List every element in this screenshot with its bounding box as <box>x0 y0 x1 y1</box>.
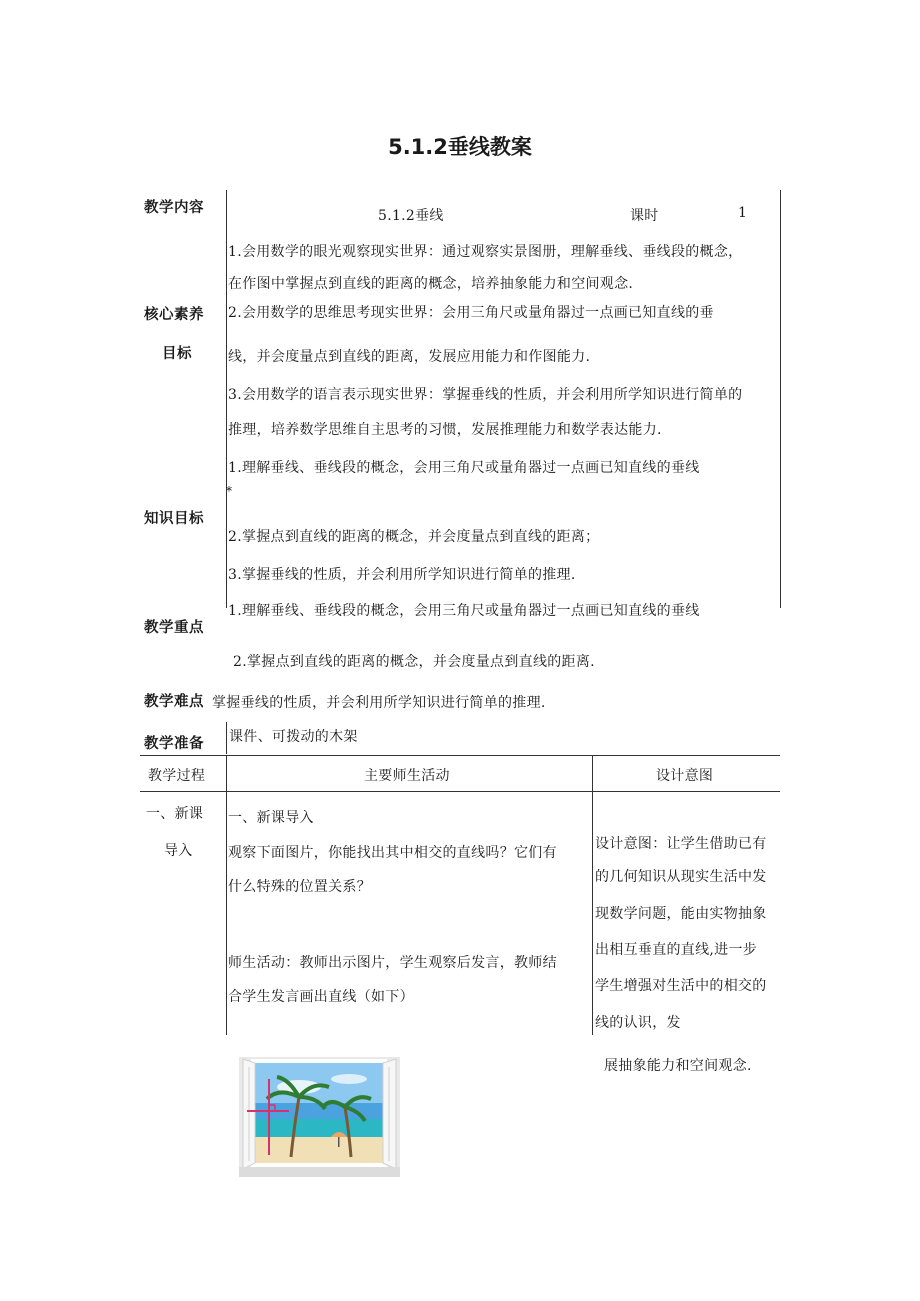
header-design-intent: 设计意图 <box>656 768 714 784</box>
lesson-name: 5.1.2垂线 <box>378 208 444 224</box>
label-difficult-points: 教学难点 <box>144 694 204 710</box>
page-title: 5.1.2垂线教案 <box>388 135 532 159</box>
key-point-1-partial: 1.理解垂线、垂线段的概念，会用三角尺或量角器过一点画已知直线的垂线 <box>228 603 700 619</box>
knowledge-goal-line: 1.理解垂线、垂线段的概念，会用三角尺或量角器过一点画已知直线的垂线 <box>228 460 700 476</box>
header-main-activities: 主要师生活动 <box>364 768 450 784</box>
activity-line: 一、新课导入 <box>228 810 314 826</box>
design-intent-continued: 展抽象能力和空间观念. <box>604 1058 752 1074</box>
design-intent-line: 线的认识，发 <box>595 1015 681 1031</box>
design-intent-line: 设计意图：让学生借助已有 <box>595 836 767 852</box>
process-table-top-border <box>140 755 780 756</box>
activity-line: 师生活动：教师出示图片，学生观察后发言，教师结 <box>228 955 557 971</box>
core-goal-line: 线，并会度量点到直线的距离，发展应用能力和作图能力. <box>228 349 591 365</box>
core-goal-line: 在作图中掌握点到直线的距离的概念，培养抽象能力和空间观念. <box>228 276 634 292</box>
knowledge-goal-line: 2.掌握点到直线的距离的概念，并会度量点到直线的距离； <box>228 529 600 545</box>
core-goal-line: 1.会用数学的眼光观察现实世界：通过观察实景图册，理解垂线、垂线段的概念， <box>228 244 743 260</box>
design-intent-line: 现数学问题，能由实物抽象 <box>595 906 767 922</box>
label-knowledge-goal: 知识目标 <box>144 511 204 527</box>
window-beach-picture <box>239 1057 400 1177</box>
prep-divider <box>226 722 227 754</box>
label-core-literacy: 核心素养 <box>144 307 204 323</box>
stage-name-line-1: 一、新课 <box>146 806 204 822</box>
hours-label: 课时 <box>630 208 659 224</box>
activity-line: 什么特殊的位置关系？ <box>228 879 371 895</box>
difficult-point-text: 掌握垂线的性质，并会利用所学知识进行简单的推理. <box>212 695 546 711</box>
label-key-points: 教学重点 <box>144 620 204 636</box>
process-col-divider-1 <box>226 755 227 1035</box>
label-preparation: 教学准备 <box>144 736 204 752</box>
design-intent-line: 学生增强对生活中的相交的 <box>595 978 767 994</box>
design-intent-line: 出相互垂直的直线,进一步 <box>595 942 758 958</box>
stage-name-line-2: 导入 <box>164 843 193 859</box>
knowledge-goal-mark: * <box>226 484 233 498</box>
core-goal-line: 2.会用数学的思维思考现实世界：会用三角尺或量角器过一点画已知直线的垂 <box>228 305 714 321</box>
table-right-border <box>780 190 781 608</box>
header-teaching-process: 教学过程 <box>148 768 206 784</box>
knowledge-goal-line: 3.掌握垂线的性质，并会利用所学知识进行简单的推理. <box>228 567 576 583</box>
window-beach-illustration <box>239 1057 400 1177</box>
preparation-text: 课件、可拨动的木架 <box>229 729 358 745</box>
label-core-goal: 目标 <box>162 346 192 362</box>
activity-line: 观察下面图片，你能找出其中相交的直线吗？它们有 <box>228 845 557 861</box>
design-intent-line: 的几何知识从现实生活中发 <box>595 869 767 885</box>
activity-line: 合学生发言画出直线（如下） <box>228 989 414 1005</box>
hours-value: 1 <box>738 205 748 221</box>
process-table-header-border <box>140 791 780 792</box>
label-teaching-content: 教学内容 <box>144 200 204 216</box>
core-goal-line: 推理，培养数学思维自主思考的习惯，发展推理能力和数学表达能力. <box>228 422 662 438</box>
process-col-divider-2 <box>592 755 593 1035</box>
key-point-2: 2.掌握点到直线的距离的概念，并会度量点到直线的距离. <box>233 654 595 670</box>
core-goal-line: 3.会用数学的语言表示现实世界：掌握垂线的性质，并会利用所学知识进行简单的 <box>228 387 743 403</box>
key-point-clipped <box>228 596 788 619</box>
table-left-border <box>226 190 227 608</box>
